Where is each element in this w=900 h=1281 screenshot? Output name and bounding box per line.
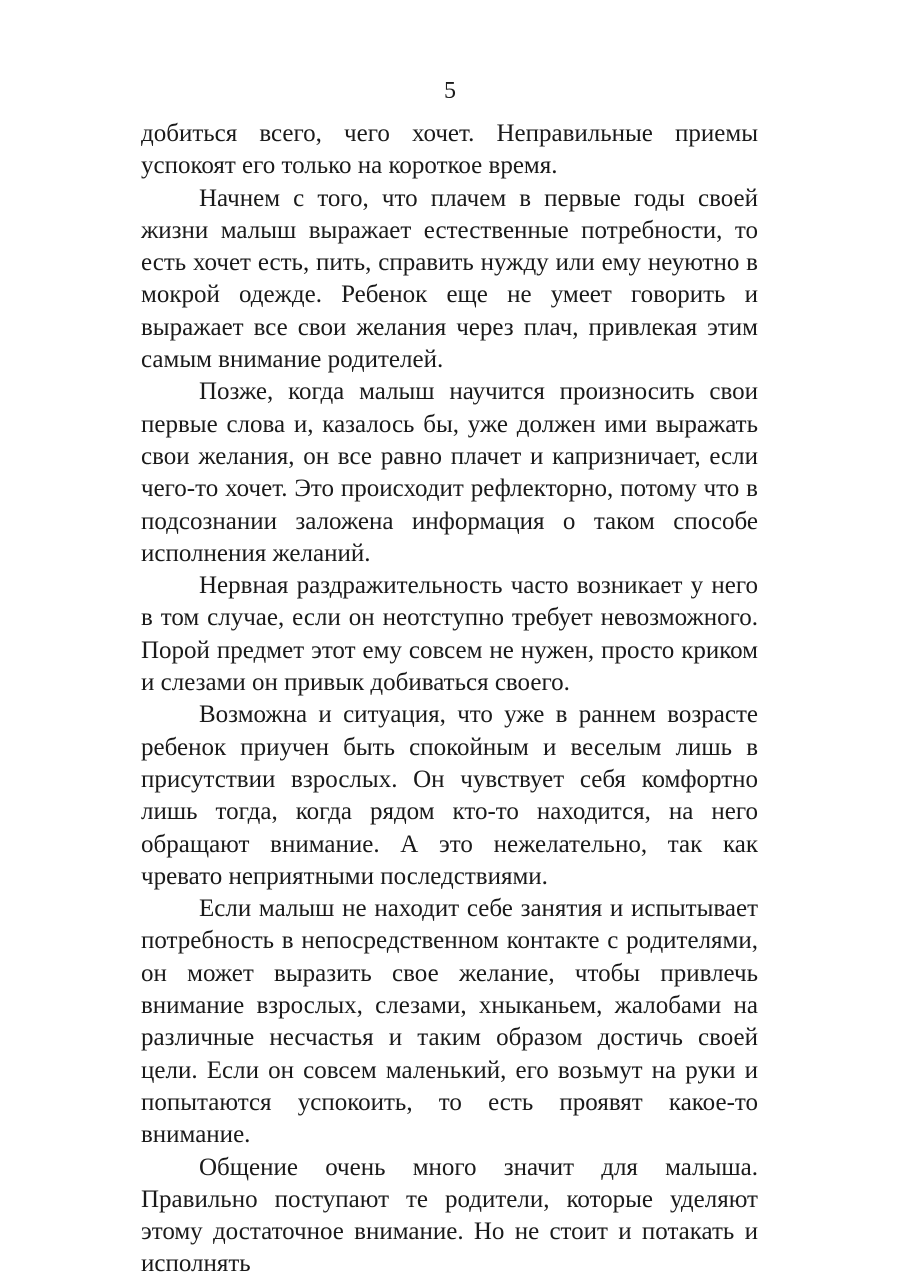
paragraph-6: Если малыш не находит себе занятия и испытывает потребность в непосредственном контакте с родителями, он может выразить свое желание, чтобы привлечь внимание взрослых, слезами, хныканьем, жалобами на различные несчастья и таким образом достичь своей цели. Если он совсем маленький, его возьмут на руки и попытаются успокоить, то есть проявят какое-то внимание. <box>141 895 758 1149</box>
body-text <box>141 118 758 1281</box>
paragraph-7: Общение очень много значит для малыша. Правильно поступают те родители, которые уделяют этому достаточное внимание. Но не стоит и потакать и исполнять <box>141 1153 758 1278</box>
paragraph-4: Нервная раздражительность часто возникает у него в том случае, если он неотступно требует невозможного. Порой предмет этот ему совсем не нужен, просто криком и слезами он привык добиваться своего. <box>141 572 758 697</box>
paragraph-5: Возможна и ситуация, что уже в раннем возрасте ребенок приучен быть спокойным и веселым лишь в присутствии взрослых. Он чувствует себя комфортно лишь тогда, когда рядом кто-то находится, на него обращают внимание. А это нежелательно, так как чревато неприятными последствиями. <box>141 701 758 890</box>
paragraph-2: Начнем с того, что плачем в первые годы своей жизни малыш выражает естественные потребности, то есть хочет есть, пить, справить нужду или ему неуютно в мокрой одежде. Ребенок еще не умеет говорить и выражает все свои желания через плач, привлекая этим самым внимание родителей. <box>141 184 758 374</box>
page-number: 5 <box>444 78 456 104</box>
paragraph-1: добиться всего, чего хочет. Неправильные приемы успокоят его только на короткое время. <box>141 120 758 180</box>
paragraph-3: Позже, когда малыш научится произносить свои первые слова и, казалось бы, уже должен ими выражать свои желания, он все равно плачет и капризничает, если чего-то хочет. Это происходит рефлекторно, потому что в подсознании заложена информация о таком способе исполнения желаний. <box>141 378 758 567</box>
